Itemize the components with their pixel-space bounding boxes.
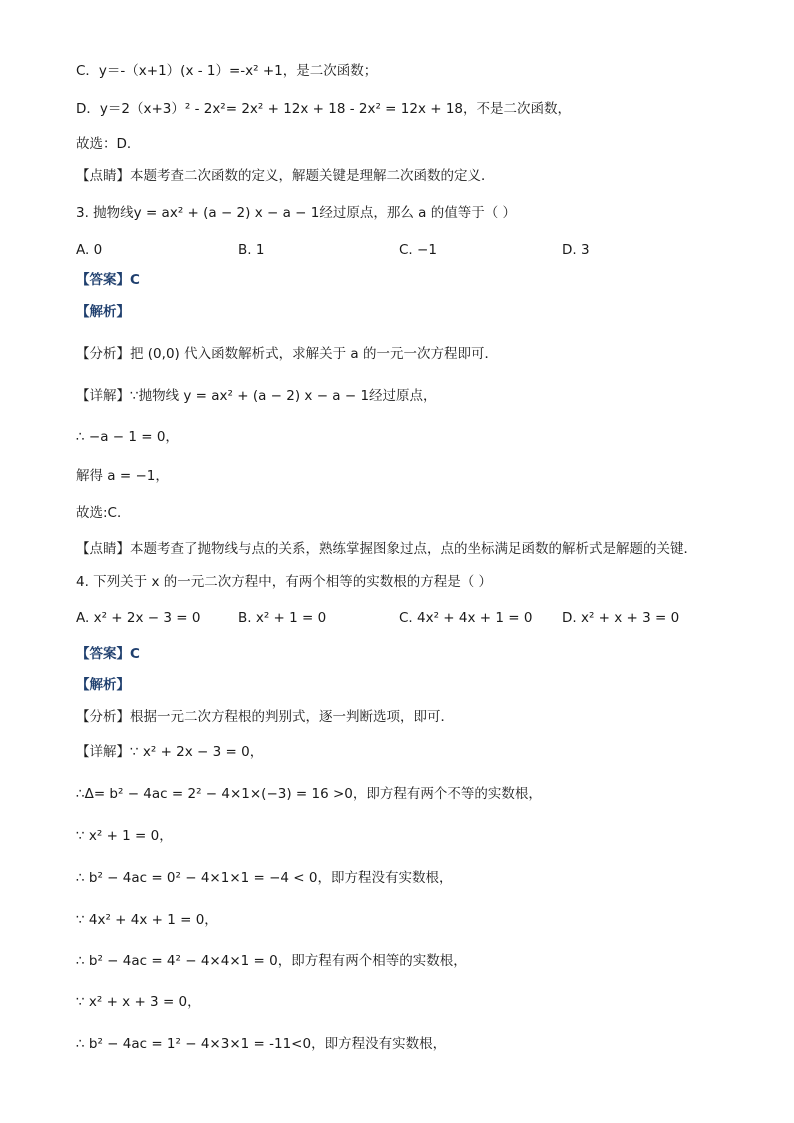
q3-option-c: C. −1 (399, 242, 437, 258)
q4-detail-d: ∵ x² + x + 3 = 0， (76, 994, 201, 1010)
q3-analysis: 【分析】把 (0,0) 代入函数解析式，求解关于 a 的一元一次方程即可． (76, 346, 498, 362)
q3-step-2: 解得 a = −1， (76, 468, 169, 484)
q3-option-b: B. 1 (238, 242, 265, 258)
option-c-explanation: C．y＝-（x+1）(x - 1）=-x² +1，是二次函数； (76, 63, 378, 79)
q2-comment: 【点睛】本题考查二次函数的定义，解题关键是理解二次函数的定义． (76, 168, 495, 184)
question-3-stem: 3. 抛物线y = ax² + (a − 2) x − a − 1经过原点，那么 a 的值等于（ ） (76, 205, 516, 221)
q4-option-b: B. x² + 1 = 0 (238, 610, 327, 626)
question-4-stem: 4. 下列关于 x 的一元二次方程中，有两个相等的实数根的方程是（ ） (76, 574, 493, 590)
q4-option-d: D. x² + x + 3 = 0 (562, 610, 680, 626)
q4-discriminant-a: ∴Δ= b² − 4ac = 2² − 4×1×(−3) = 16 >0，即方程有两个不等的实数根， (76, 786, 542, 802)
q4-analysis-header: 【解析】 (76, 677, 130, 693)
q3-detail: 【详解】∵抛物线 y = ax² + (a − 2) x − a − 1经过原点， (76, 388, 437, 404)
q4-discriminant-c: ∴ b² − 4ac = 4² − 4×4×1 = 0，即方程有两个相等的实数根， (76, 953, 467, 969)
q4-option-c: C. 4x² + 4x + 1 = 0 (399, 610, 533, 626)
q3-analysis-header: 【解析】 (76, 304, 130, 320)
q4-answer-label: 【答案】C (76, 646, 140, 662)
q4-discriminant-b: ∴ b² − 4ac = 0² − 4×1×1 = −4 < 0，即方程没有实数根， (76, 870, 453, 886)
q3-comment: 【点睛】本题考查了抛物线与点的关系，熟练掌握图象过点，点的坐标满足函数的解析式是解题的关键． (76, 541, 697, 557)
option-d-explanation: D．y＝2（x+3）² - 2x²= 2x² + 12x + 18 - 2x² = 12x + 18，不是二次函数， (76, 101, 572, 117)
q4-detail-c: ∵ 4x² + 4x + 1 = 0， (76, 912, 218, 928)
q4-discriminant-d: ∴ b² − 4ac = 1² − 4×3×1 = -11<0，即方程没有实数根， (76, 1036, 447, 1052)
q3-conclusion: 故选:C． (76, 505, 131, 521)
q3-option-d: D. 3 (562, 242, 590, 258)
q4-detail-a: 【详解】∵ x² + 2x − 3 = 0， (76, 744, 264, 760)
q4-option-a: A. x² + 2x − 3 = 0 (76, 610, 201, 626)
q3-answer-label: 【答案】C (76, 272, 140, 288)
q4-analysis: 【分析】根据一元二次方程根的判别式，逐一判断选项，即可． (76, 709, 454, 725)
q4-detail-b: ∵ x² + 1 = 0， (76, 828, 173, 844)
q3-option-a: A. 0 (76, 242, 103, 258)
choice-d-conclusion: 故选：D． (76, 136, 141, 152)
q3-step-1: ∴ −a − 1 = 0， (76, 429, 179, 445)
